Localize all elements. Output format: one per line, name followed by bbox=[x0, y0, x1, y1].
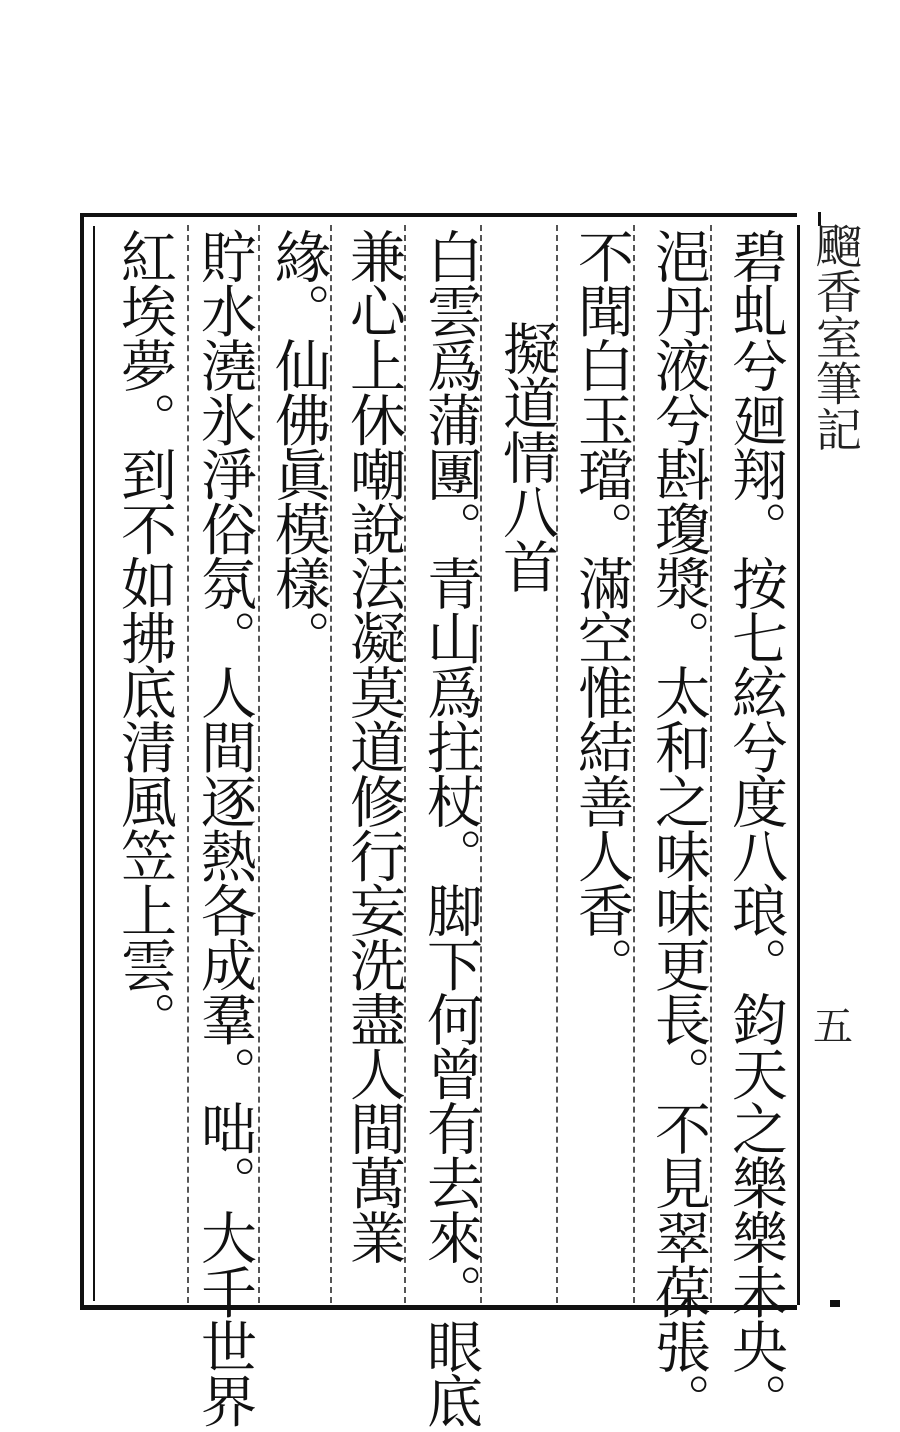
column-rule bbox=[258, 225, 260, 1303]
inner-border-line bbox=[93, 226, 95, 1301]
fold-mark bbox=[830, 1300, 840, 1307]
text-column-8: 貯水澆氷淨俗氛。人間逐熱各成羣。咄。大千世界 bbox=[192, 228, 257, 1427]
section-heading: 擬道情八首 bbox=[494, 320, 559, 593]
text-column-5: 白雲爲蒲團。青山爲拄杖。脚下何曾有去來。眼底 bbox=[418, 228, 483, 1427]
text-column-9: 紅埃夢。到不如拂底清風笠上雲。 bbox=[112, 228, 177, 1046]
text-column-7: 緣。仙佛眞模樣。 bbox=[266, 228, 331, 664]
book-title: 飀香室筆記 bbox=[809, 222, 863, 452]
text-column-2: 浥丹液兮斟瓊漿。太和之味味更長。不見翠葆張。 bbox=[646, 228, 711, 1427]
column-rule bbox=[187, 225, 189, 1303]
text-column-1: 碧虬兮廻翔。按七絃兮度八琅。鈞天之樂樂未央。 bbox=[723, 228, 788, 1427]
leaf-number: 五 bbox=[813, 1004, 853, 1050]
text-column-6: 兼心上休嘲說法凝莫道修行妄洗盡人間萬業 bbox=[341, 228, 406, 1264]
text-column-3: 不聞白玉璫。滿空惟結善人香。 bbox=[569, 228, 634, 991]
